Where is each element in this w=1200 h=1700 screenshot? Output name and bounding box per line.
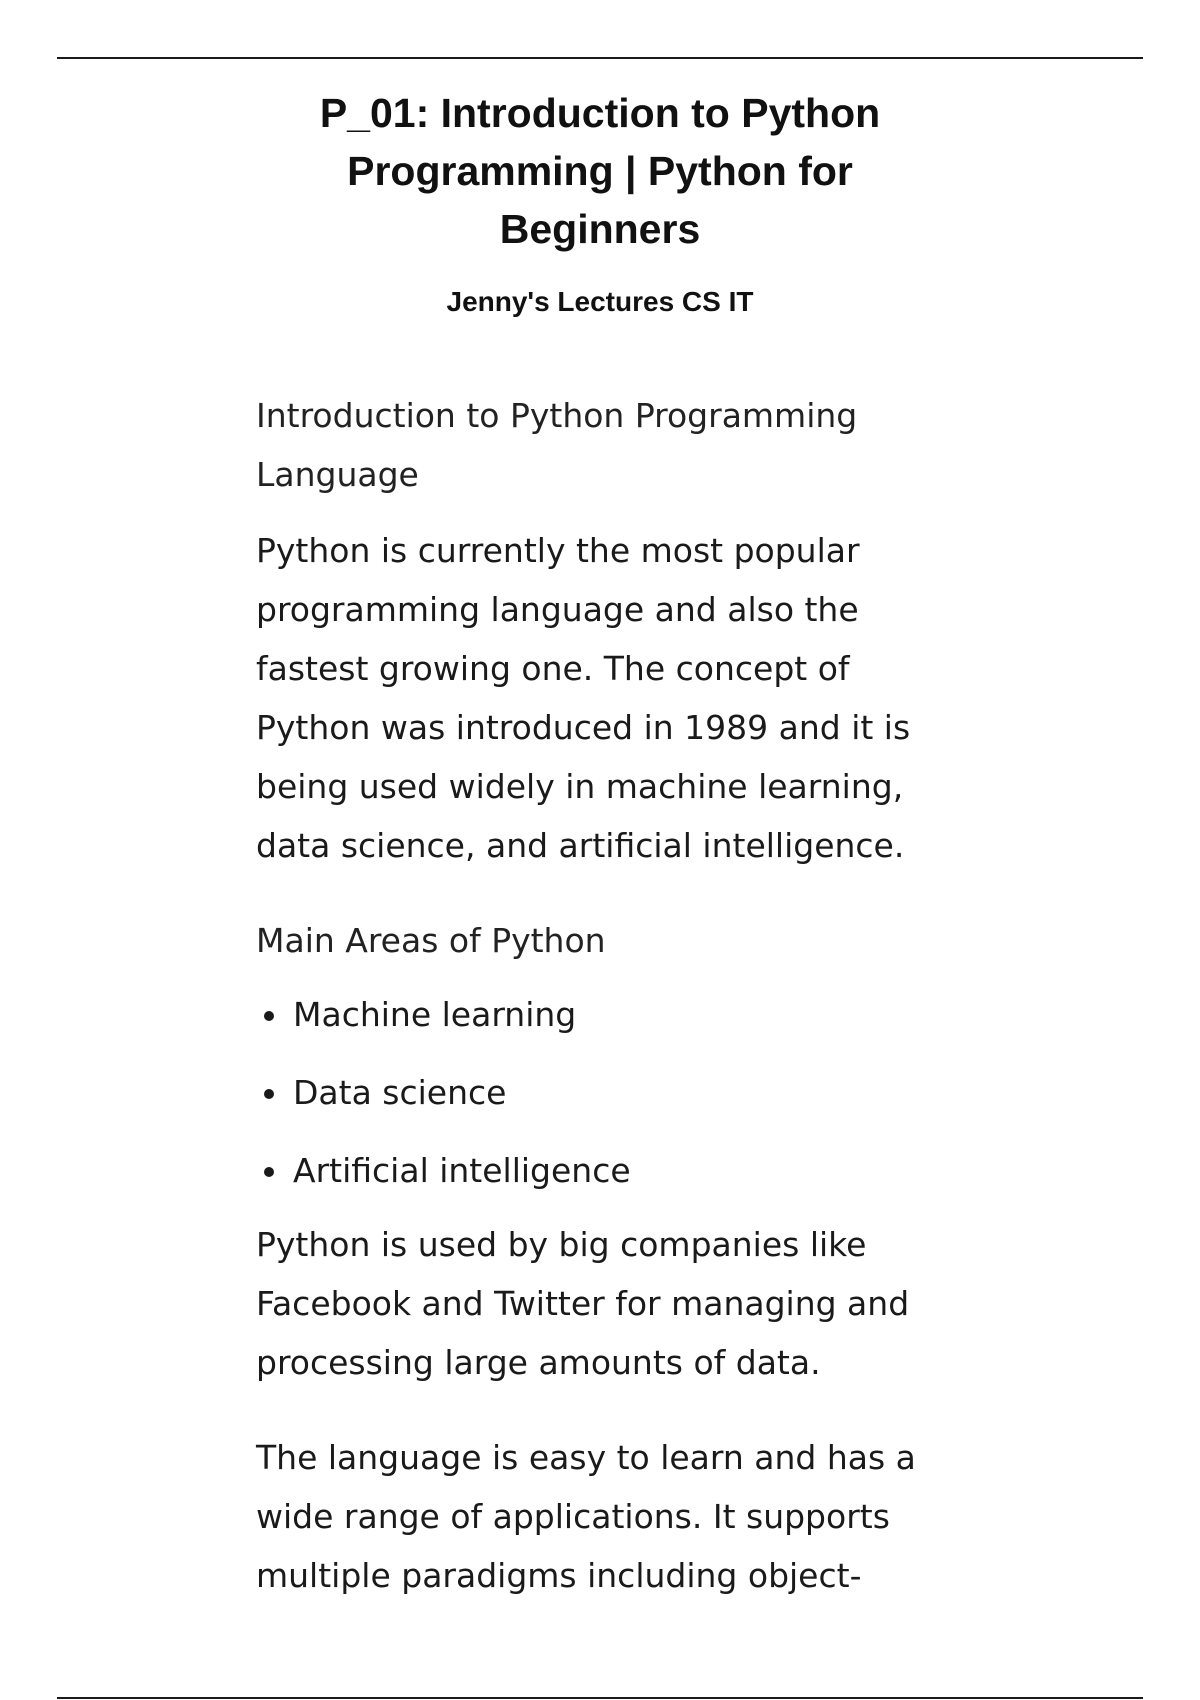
bullet-icon (264, 1089, 274, 1099)
document-title: P_01: Introduction to Python Programming | Python for Beginners (319, 90, 881, 252)
language-paragraph: The language is easy to learn and has a wide range of applications. It supports multiple paradigms including object- (256, 1438, 916, 1595)
areas-heading: Main Areas of Python (256, 921, 606, 960)
list-item-label: Artificial intelligence (293, 1151, 631, 1190)
document-header (0, 84, 1200, 318)
document-body (256, 386, 956, 1605)
list-item-label: Data science (293, 1073, 507, 1112)
bullet-icon (264, 1167, 274, 1177)
intro-paragraph: Python is currently the most popular programming language and also the fastest growing one. The concept of Python was introduced in 1989 and it is being used widely in machine learning, data science, and artificial intelligence. (256, 531, 911, 865)
bottom-rule (57, 1697, 1143, 1699)
top-rule (57, 57, 1143, 59)
list-item-label: Machine learning (293, 995, 577, 1034)
bullet-icon (264, 1011, 274, 1021)
areas-list (256, 985, 956, 1200)
list-item (256, 985, 956, 1044)
list-item (256, 1141, 956, 1200)
list-item (256, 1063, 956, 1122)
companies-paragraph: Python is used by big companies like Facebook and Twitter for managing and processing large amounts of data. (256, 1225, 910, 1382)
document-author: Jenny's Lectures CS IT (446, 286, 754, 317)
intro-heading: Introduction to Python Programming Language (256, 396, 858, 494)
